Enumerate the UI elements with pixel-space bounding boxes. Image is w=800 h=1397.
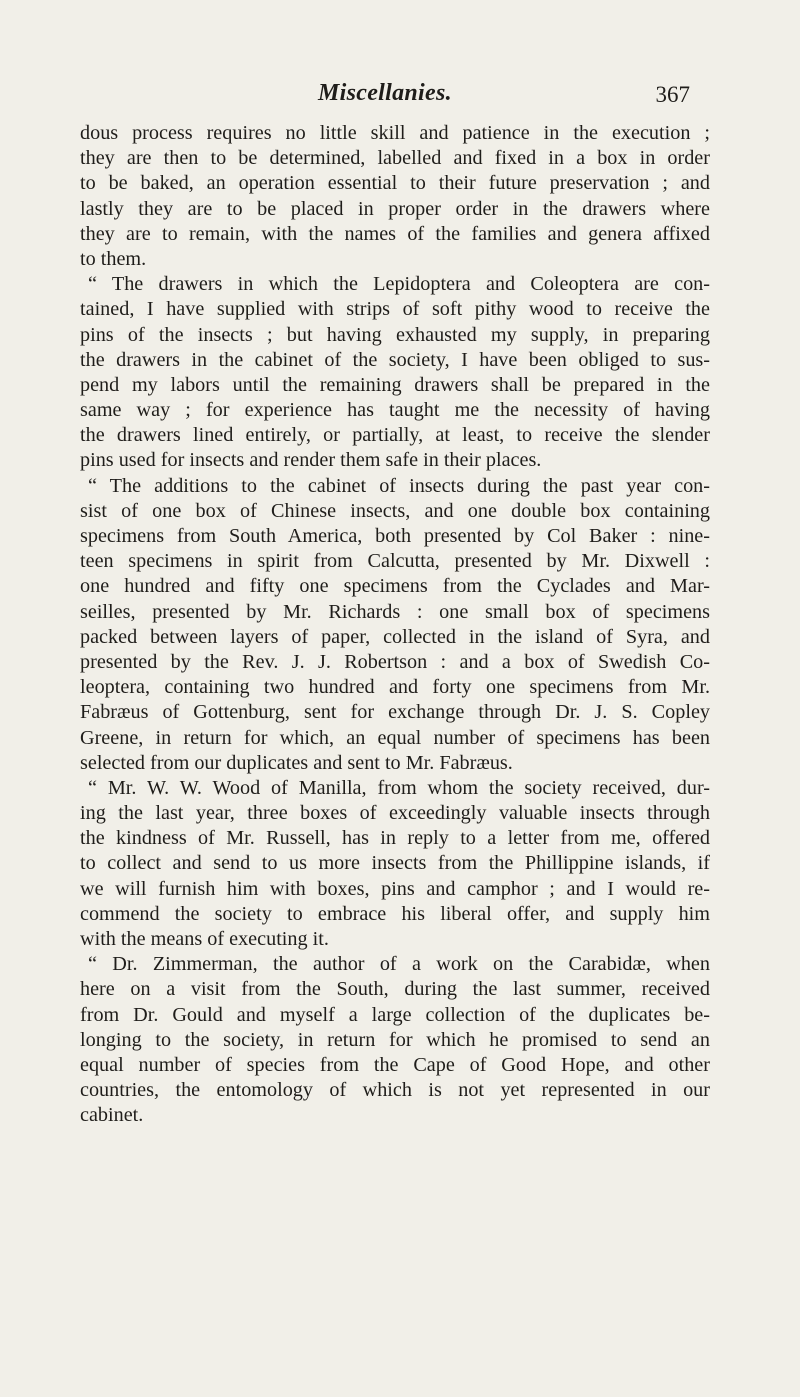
text-line: teen specimens in spirit from Calcutta, presented by Mr. Dixwell : [80,550,710,573]
text-line: lastly they are to be placed in proper order in the drawers where [80,197,710,220]
text-line: ing the last year, three boxes of exceedingly valuable insects through [80,802,710,825]
running-head-title: Miscellanies. [318,80,452,106]
text-line: Greene, in return for which, an equal number of specimens has been [80,726,710,749]
text-line: they are to remain, with the names of the families and genera affixed [80,222,710,245]
text-line: “ The drawers in which the Lepidoptera and Coleoptera are con- [88,273,710,296]
text-line: same way ; for experience has taught me the necessity of having [80,399,710,422]
running-head [80,80,720,120]
text-line: countries, the entomology of which is not yet represented in our [80,1079,710,1102]
page-number: 367 [655,82,690,107]
text-line: equal number of species from the Cape of Good Hope, and other [80,1053,710,1076]
text-line: longing to the society, in return for which he promised to send an [80,1028,710,1051]
text-line: specimens from South America, both presented by Col Baker : nine- [80,525,710,547]
text-line: to them. [80,247,147,270]
text-line: presented by the Rev. J. J. Robertson : and a box of Swedish Co- [80,650,710,673]
text-line: the drawers lined entirely, or partially, at least, to receive the slender [80,424,710,447]
text-line: “ The additions to the cabinet of insects during the past year con- [88,474,710,497]
text-line: pend my labors until the remaining drawers shall be prepared in the [80,373,710,396]
text-line: “ Dr. Zimmerman, the author of a work on the Carabidæ, when [88,953,710,976]
text-line: the kindness of Mr. Russell, has in reply to a letter from me, offered [80,827,710,850]
text-line: to collect and send to us more insects from the Phillippine islands, if [80,852,710,875]
body-text [80,121,710,1129]
text-line: selected from our duplicates and sent to Mr. Fabræus. [80,751,513,774]
text-line: seilles, presented by Mr. Richards : one small box of specimens [80,600,710,623]
text-line: here on a visit from the South, during the last summer, received [80,978,710,1001]
text-line: sist of one box of Chinese insects, and one double box containing [80,499,710,522]
text-line: pins used for insects and render them safe in their places. [80,449,542,472]
text-line: one hundred and fifty one specimens from the Cyclades and Mar- [80,575,710,598]
text-line: Fabræus of Gottenburg, sent for exchange through Dr. J. S. Copley [80,701,710,724]
text-line: they are then to be determined, labelled and fixed in a box in order [80,147,710,170]
text-line: we will furnish him with boxes, pins and camphor ; and I would re- [80,877,710,900]
text-line: with the means of executing it. [80,928,329,950]
text-line: “ Mr. W. W. Wood of Manilla, from whom the society received, dur- [88,776,710,799]
text-line: commend the society to embrace his liberal offer, and supply him [80,902,710,925]
text-line: from Dr. Gould and myself a large collection of the duplicates be- [80,1003,710,1026]
text-line: packed between layers of paper, collected in the island of Syra, and [80,625,710,648]
text-line: leoptera, containing two hundred and forty one specimens from Mr. [80,676,710,699]
text-line: dous process requires no little skill and patience in the execution ; [80,122,710,144]
text-line: cabinet. [80,1104,144,1127]
text-line: the drawers in the cabinet of the society, I have been obliged to sus- [80,348,710,371]
text-line: tained, I have supplied with strips of soft pithy wood to receive the [80,298,710,321]
text-line: to be baked, an operation essential to their future preservation ; and [80,172,710,195]
text-line: pins of the insects ; but having exhausted my supply, in preparing [80,323,710,346]
